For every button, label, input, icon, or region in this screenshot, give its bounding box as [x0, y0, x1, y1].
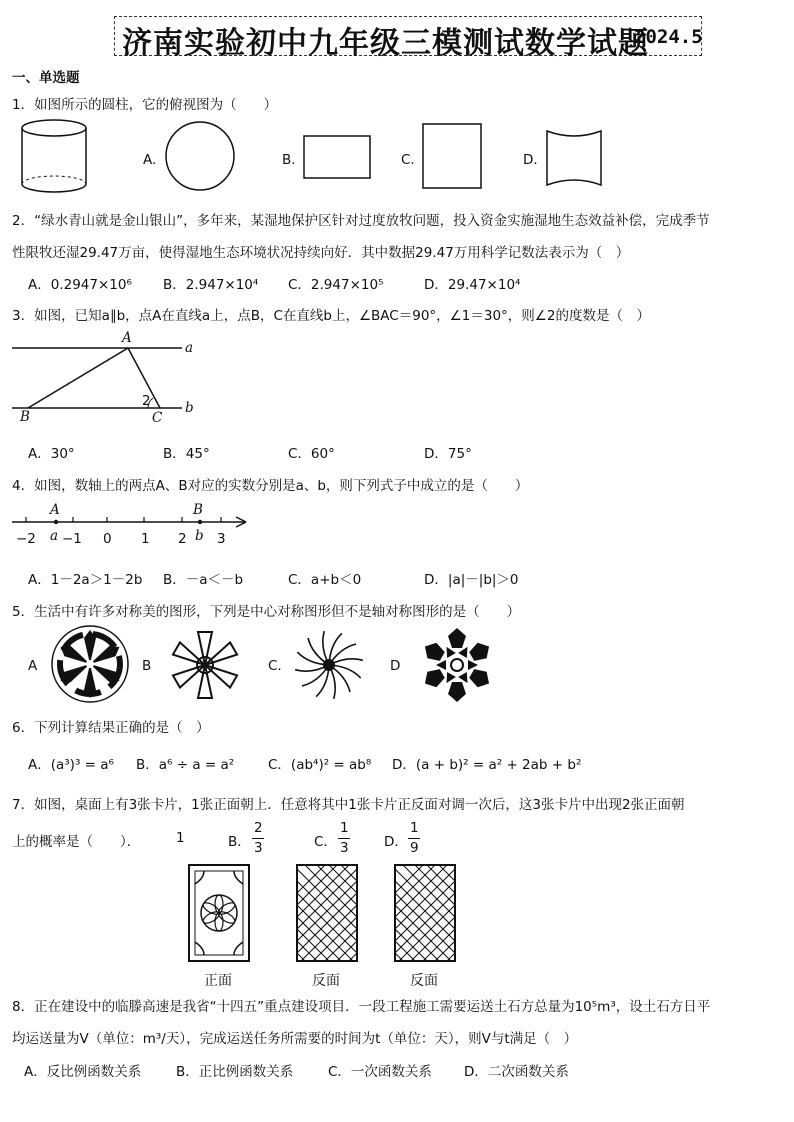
q1-option-d-label: D.	[523, 152, 538, 168]
question-7-line-2: 上的概率是（ ）．	[12, 834, 141, 850]
q3-parallel-lines-figure	[10, 330, 210, 430]
q7-option-b-fraction-bar	[252, 838, 264, 839]
q1-option-c-label: C.	[401, 152, 415, 168]
q7-option-c-letter: C．	[314, 834, 337, 850]
q4-option-b: B．－a＜－b	[163, 572, 244, 588]
q3-option-a: A．30°	[28, 446, 75, 462]
exam-date: 2024.5	[634, 26, 703, 48]
q5-option-a-pattern	[50, 624, 130, 704]
q4-tick-neg1: −1	[62, 531, 82, 547]
q5-option-c-spiral-pattern	[290, 626, 368, 704]
q6-option-d: D．(a + b)² = a² + 2ab + b²	[392, 757, 582, 773]
q4-label-point-b: B	[193, 502, 203, 518]
q8-option-b: B．正比例函数关系	[176, 1064, 294, 1080]
q4-tick-3: 3	[217, 531, 226, 547]
q5-option-b-label: B	[142, 658, 152, 674]
q3-label-angle-2: 2	[142, 393, 151, 409]
q3-label-point-a: A	[122, 330, 132, 346]
q4-option-a: A．1－2a＞1－2b	[28, 572, 143, 588]
question-7-line-1: 7．如图，桌面上有3张卡片，1张正面朝上．任意将其中1张卡片正反面对调一次后，这3张卡片中出现2张正面朝	[12, 797, 685, 813]
q7-option-d-fraction-bar	[408, 838, 420, 839]
q5-option-d-label: D	[390, 658, 401, 674]
q7-option-a: 1	[176, 830, 185, 846]
q4-tick-neg2: −2	[16, 531, 36, 547]
q3-label-point-c: C	[152, 410, 163, 426]
q4-tick-0: 0	[103, 531, 112, 547]
q1-option-b-rectangle	[303, 135, 373, 181]
q8-option-c: C．一次函数关系	[328, 1064, 432, 1080]
page-title: 济南实验初中九年级三模测试数学试题	[122, 26, 649, 61]
q2-option-d: D．29.47×10⁴	[424, 277, 521, 293]
q1-option-a-label: A.	[143, 152, 157, 168]
question-2-line-2: 性限牧还湿29.47万亩，使得湿地生态环境状况持续向好．其中数据29.47万用科学记数法表示为（ ）	[12, 245, 630, 261]
q4-label-var-a: a	[50, 528, 59, 544]
q6-option-a: A．(a³)³ = a⁶	[28, 757, 114, 773]
question-5-text: 5．生活中有许多对称美的图形，下列是中心对称图形但不是轴对称图形的是（ ）	[12, 604, 521, 620]
q3-option-c: C．60°	[288, 446, 335, 462]
q7-card-front-caption: 正面	[204, 973, 232, 989]
q8-option-d: D．二次函数关系	[464, 1064, 569, 1080]
q4-tick-1: 1	[141, 531, 150, 547]
q4-label-var-b: b	[195, 528, 204, 544]
q4-option-d: D．|a|－|b|＞0	[424, 572, 519, 588]
q3-label-point-b: B	[20, 409, 30, 425]
q7-card-back-2	[394, 864, 458, 964]
q5-option-b-pattern	[166, 626, 244, 704]
q2-option-b: B．2.947×10⁴	[163, 277, 259, 293]
q7-card-back-1-caption: 反面	[312, 973, 340, 989]
q3-option-b: B．45°	[163, 446, 210, 462]
question-8-line-2: 均运送量为V（单位：m³/天），完成运送任务所需要的时间为t（单位：天），则V与t满足（ ）	[12, 1031, 578, 1047]
q8-option-a: A．反比例函数关系	[24, 1064, 142, 1080]
question-8-line-1: 8．正在建设中的临滕高速是我省“十四五”重点建设项目．一段工程施工需要运送土石方总量为10⁵m³，设土石方日平	[12, 999, 711, 1015]
q4-tick-2: 2	[178, 531, 187, 547]
q6-option-c: C．(ab⁴)² = ab⁸	[268, 757, 372, 773]
q4-option-c: C．a+b＜0	[288, 572, 362, 588]
section-heading: 一、单选题	[12, 70, 80, 86]
q7-option-d-denominator: 9	[410, 840, 419, 856]
q7-option-b-numerator: 2	[254, 820, 263, 836]
q6-option-b: B．a⁶ ÷ a = a²	[136, 757, 235, 773]
question-1-text: 1．如图所示的圆柱，它的俯视图为（ ）	[12, 97, 278, 113]
q1-option-d-curved-shape	[544, 127, 606, 193]
q3-label-line-b: b	[185, 400, 194, 416]
question-2-line-1: 2．“绿水青山就是金山银山”，多年来，某湿地保护区针对过度放牧问题，投入资金实施湿地生态效益补偿，完成季节	[12, 213, 710, 229]
q7-option-b-denominator: 3	[254, 840, 263, 856]
q1-cylinder-figure	[20, 118, 92, 198]
question-6-text: 6．下列计算结果正确的是（ ）	[12, 720, 210, 736]
q7-card-front	[188, 864, 252, 964]
q7-card-back-1	[296, 864, 360, 964]
q1-option-a-circle	[164, 120, 236, 192]
q7-option-c-fraction-bar	[338, 838, 350, 839]
q4-label-point-a: A	[50, 502, 60, 518]
q1-option-c-square	[422, 123, 484, 191]
q7-option-d-numerator: 1	[410, 820, 419, 836]
q1-option-b-label: B.	[282, 152, 296, 168]
q2-option-a: A．0.2947×10⁶	[28, 277, 132, 293]
q7-option-d-letter: D．	[384, 834, 408, 850]
q7-option-c-denominator: 3	[340, 840, 349, 856]
q7-option-c-numerator: 1	[340, 820, 349, 836]
q5-option-c-label: C.	[268, 658, 282, 674]
q3-option-d: D．75°	[424, 446, 472, 462]
question-4-text: 4．如图，数轴上的两点A、B对应的实数分别是a、b，则下列式子中成立的是（ ）	[12, 478, 529, 494]
q7-card-back-2-caption: 反面	[410, 973, 438, 989]
q5-option-d-snowflake-pattern	[418, 626, 496, 704]
q3-label-line-a: a	[185, 340, 194, 356]
q7-option-b-letter: B．	[228, 834, 251, 850]
question-3-text: 3．如图，已知a∥b，点A在直线a上，点B，C在直线b上，∠BAC＝90°，∠1＝30°，则∠2的度数是（ ）	[12, 308, 650, 324]
q2-option-c: C．2.947×10⁵	[288, 277, 384, 293]
q5-option-a-label: A	[28, 658, 38, 674]
